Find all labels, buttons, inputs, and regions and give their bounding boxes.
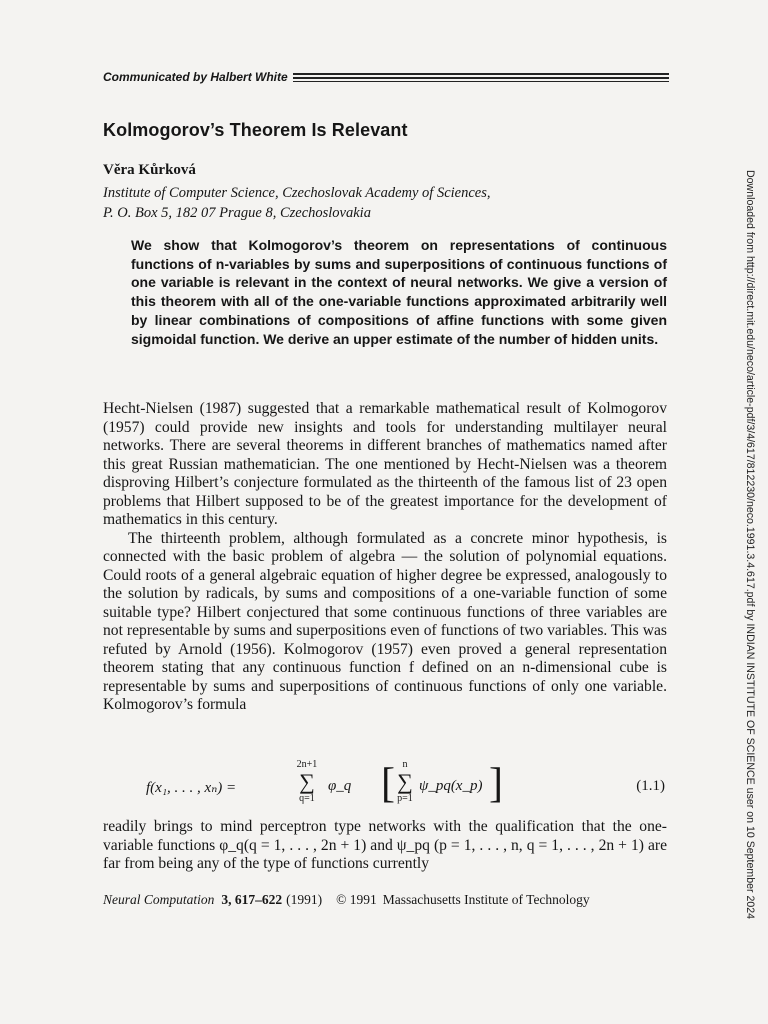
download-watermark: Downloaded from http://direct.mit.edu/neco/article-pdf/3/4/617/812230/neco.1991.3.4.617.pdf by INDIAN INSTITUTE OF SCIENCE user on 10 September 2024 (744, 170, 756, 920)
phi-term: φ_q (328, 778, 352, 794)
paragraph-2: The thirteenth problem, although formulated as a concrete minor hypothesis, is connected with the basic problem of algebra — the solution of polynomial equations. Could roots of a general algebraic equation of higher degree be expressed, analogously to the solution by radicals, by sums and compositions of a one-variable function of some suitable type? Hilbert conjectured that some continuous functions of three variables are not representable by sums and superpositions even of functions of two variables. This was refuted by Arnold (1956). Kolmogorov (1957) even proved a general representation theorem stating that any continuous function f defined on an n-dimensional cube is representable by sums and superpositions of continuous functions of only one variable. Kolmogorov’s formula (103, 529, 667, 713)
equation-1-1 (103, 760, 667, 814)
author-affiliation (103, 183, 491, 223)
author-name: Věra Kůrková (103, 162, 196, 178)
psi-term: ψ_pq(x_p) (419, 778, 483, 794)
outer-sigma: ∑ (299, 769, 315, 794)
affiliation-line-2: P. O. Box 5, 182 07 Prague 8, Czechoslovakia (103, 205, 371, 221)
copyright-notice: © 1991 (336, 892, 377, 907)
affiliation-line-1: Institute of Computer Science, Czechoslovak Academy of Sciences, (103, 185, 491, 201)
body-text (103, 400, 667, 715)
outer-sum-lower: q=1 (299, 793, 315, 804)
paragraph-1: Hecht-Nielsen (1987) suggested that a remarkable mathematical result of Kolmogorov (1957) could provide new insights and tools for understanding multilayer neural networks. There are several theorems in different branches of mathematics named after this great Russian mathematician. The one mentioned by Hecht-Nielsen was a theorem disproving Hilbert’s conjecture formulated as the thirteenth of the famous list of 23 open problems that Hilbert supposed to be of the greatest importance for the development of mathematics in this century. (103, 400, 667, 528)
volume-pages: 3, 617–622 (221, 892, 283, 907)
inner-sum-upper: n (402, 759, 408, 770)
equation-number: (1.1) (636, 778, 665, 794)
right-bracket: ] (489, 761, 503, 807)
body-text-continued (103, 818, 667, 874)
inner-sum-lower: p=1 (397, 793, 413, 804)
outer-sum-upper: 2n+1 (296, 759, 318, 770)
paper-title: Kolmogorov’s Theorem Is Relevant (103, 120, 408, 140)
inner-sigma: ∑ (397, 769, 413, 794)
paragraph-3: readily brings to mind perceptron type networks with the qualification that the one-variable functions φ_q(q = 1, . . . , 2n + 1) and ψ_pq (p = 1, . . . , n, q = 1, . . . , 2n + 1) are far from being any of the type of functions currently (103, 818, 667, 872)
abstract: We show that Kolmogorov’s theorem on representations of continuous functions of n-variables by sums and superpositions of continuous functions of one variable is relevant in the context of neural networks. We give a version of this theorem with all of the one-variable functions approximated arbitrarily well by linear combinations of compositions of affine functions with some given sigmoidal function. We derive an upper estimate of the number of hidden units. (131, 237, 667, 347)
header-rule (293, 73, 669, 82)
inner-sum (394, 760, 416, 804)
journal-name: Neural Computation (103, 892, 215, 907)
equation-lhs: f(x₁, . . . , xₙ) = (146, 780, 237, 796)
communicated-by: Communicated by Halbert White (103, 70, 288, 84)
publication-year: (1991) (286, 892, 323, 907)
left-bracket: [ (381, 761, 395, 807)
publisher-name: Massachusetts Institute of Technology (382, 892, 590, 907)
outer-sum (292, 760, 322, 804)
communicated-header (103, 70, 669, 84)
page-footer (103, 892, 667, 908)
